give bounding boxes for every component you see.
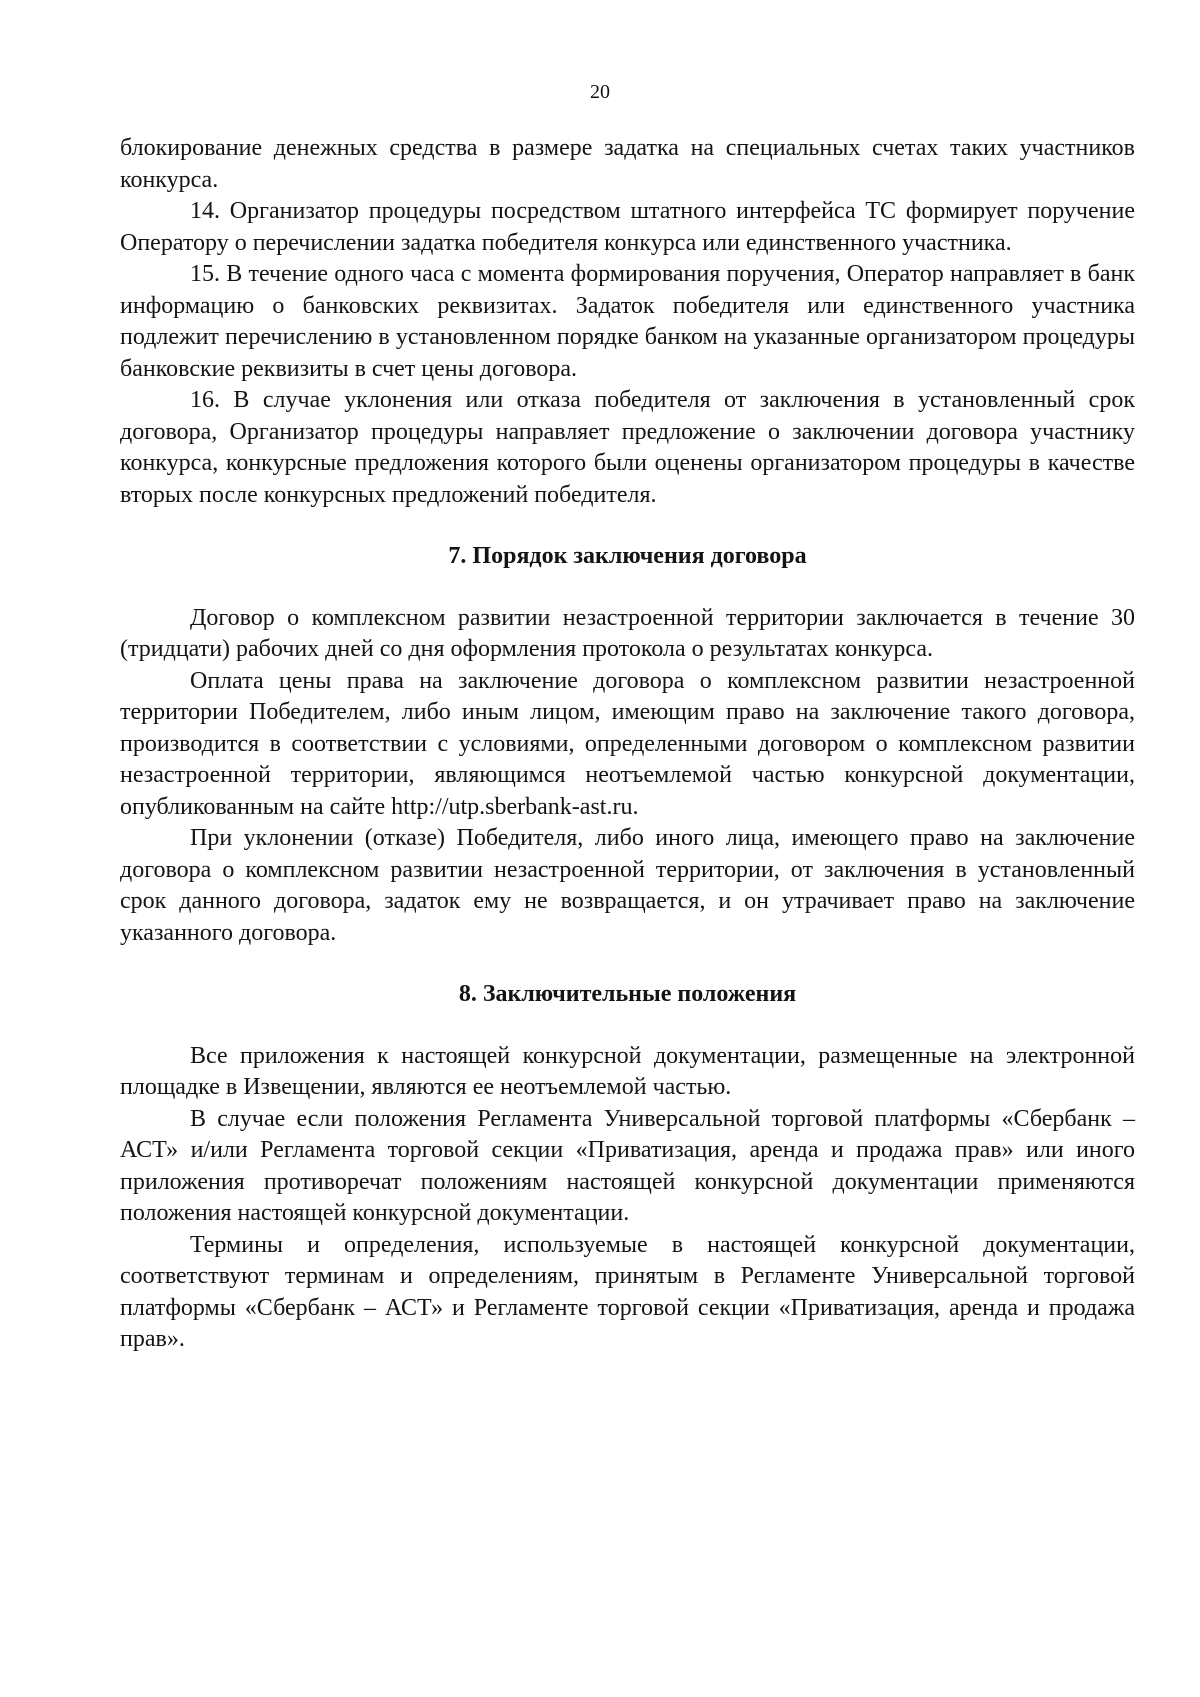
section-8-paragraph-3: Термины и определения, используемые в настоящей конкурсной документации, соответствуют терминам и определениям, принятым в Регламенте Универсальной торговой платформы «Сбербанк – АСТ» и Регламенте торговой секции «Приватизация, аренда и продажа прав».: [120, 1231, 1135, 1352]
section-8-heading: 8. Заключительные положения: [458, 981, 797, 1007]
document-body: [120, 133, 1135, 1356]
spacer: [120, 573, 1135, 603]
section-7-paragraph-1: Договор о комплексном развитии незастроенной территории заключается в течение 30 (тридцати) рабочих дней со дня оформления протокола о результатах конкурса.: [120, 604, 1135, 662]
paragraph-continuation: блокирование денежных средства в размере задатка на специальных счетах таких участников конкурса.: [120, 135, 1135, 193]
section-7-paragraph-2: Оплата цены права на заключение договора о комплексном развитии незастроенной территории Победителем, либо иным лицом, имеющим право на заключение такого договора, производится в соответствии с условиями, определенными договором о комплексном развитии незастроенной территории, являющимся неотъемлемой частью конкурсной документации, опубликованным на сайте http://utp.sberbank-ast.ru.: [120, 667, 1135, 820]
paragraph-15: 15. В течение одного часа с момента формирования поручения, Оператор направляет в банк информацию о банковских реквизитах. Задаток победителя или единственного участника подлежит перечислению в установленном порядке банком на указанные организатором процедуры банковские реквизиты в счет цены договора.: [120, 261, 1135, 382]
page-number: 20: [590, 81, 610, 103]
section-7-paragraph-3: При уклонении (отказе) Победителя, либо иного лица, имеющего право на заключение договора о комплексном развитии незастроенной территории, от заключения в установленный срок данного договора, задаток ему не возвращается, и он утрачивает право на заключение указанного договора.: [120, 825, 1135, 946]
section-8-paragraph-1: Все приложения к настоящей конкурсной документации, размещенные на электронной площадке в Извещении, являются ее неотъемлемой частью.: [120, 1042, 1135, 1100]
spacer: [120, 511, 1135, 541]
paragraph-14: 14. Организатор процедуры посредством штатного интерфейса ТС формирует поручение Оператору о перечислении задатка победителя конкурса или единственного участника.: [120, 198, 1135, 256]
paragraph-16: 16. В случае уклонения или отказа победителя от заключения в установленный срок договора, Организатор процедуры направляет предложение о заключении договора участнику конкурса, конкурсные предложения которого были оценены организатором процедуры в качестве вторых после конкурсных предложений победителя.: [120, 387, 1135, 508]
section-8-paragraph-2: В случае если положения Регламента Универсальной торговой платформы «Сбербанк – АСТ» и/или Регламента торговой секции «Приватизация, аренда и продажа прав» или иного приложения противоречат положениям настоящей конкурсной документации применяются положения настоящей конкурсной документации.: [120, 1105, 1135, 1226]
section-7-heading: 7. Порядок заключения договора: [448, 543, 807, 569]
spacer: [120, 1011, 1135, 1041]
spacer: [120, 949, 1135, 979]
